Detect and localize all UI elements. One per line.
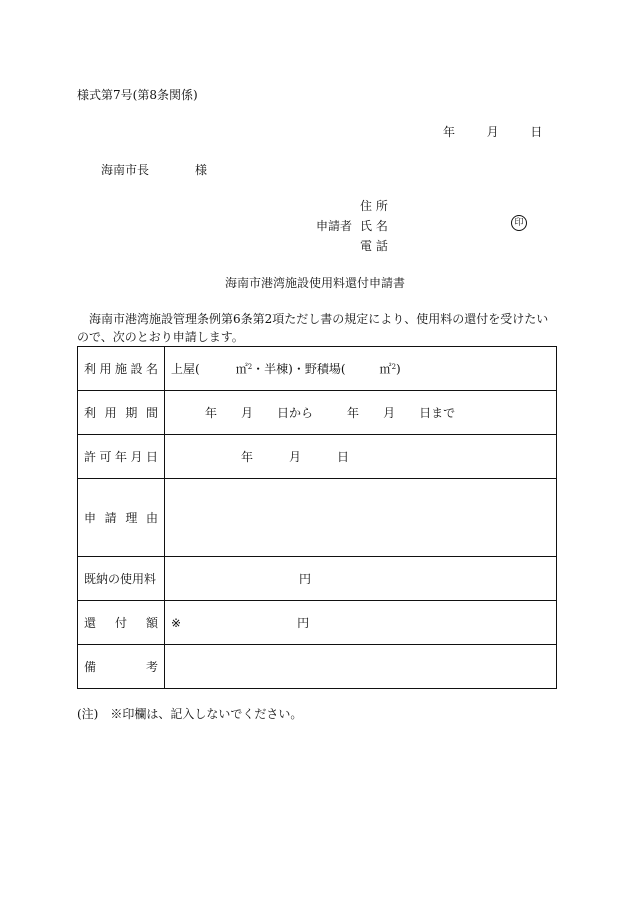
label-char: 理 [125,511,138,525]
permit-date-value[interactable] [165,435,557,479]
close-paren: ) [396,362,401,376]
table-row-facility [78,347,557,391]
applicant-phone: 電 話 [360,239,388,253]
label-char: 月 [130,450,143,464]
date-month: 月 [486,125,499,139]
label-char: 用 [99,362,112,376]
unit-2-sup: 2 [391,363,397,371]
date-day: 日 [530,125,543,139]
period-to: 日まで [419,406,456,420]
addressee [101,161,207,178]
refund-value[interactable] [165,601,557,645]
period-month1: 月 [241,406,254,420]
period-year2: 年 [347,406,360,420]
refund-mark: ※ [171,616,182,630]
addressee-honorific: 様 [195,163,208,177]
document-title: 海南市港湾施設使用料還付申請書 [224,276,405,290]
applicant-label: 申請者 [316,219,353,233]
date-year: 年 [443,125,456,139]
footnote [77,705,302,722]
label-char: 付 [114,616,127,630]
label-char: 名 [145,362,158,376]
label-char: 由 [145,511,158,525]
applicant-address: 住 所 [360,199,388,213]
label-char: 設 [130,362,143,376]
table-row-paid-fee [78,557,557,601]
table-row-reason [78,479,557,557]
label-char: 請 [104,511,117,525]
label-char: 利 [84,362,97,376]
label-char: 備 [84,660,97,674]
applicant-name: 氏 名 [360,219,388,233]
facility-value[interactable] [165,347,557,391]
label-char: 期 [125,406,138,420]
table-row-refund [78,601,557,645]
table-row-remarks [78,645,557,689]
table-row-permit-date [78,435,557,479]
label-char: 用 [104,406,117,420]
remarks-value[interactable] [165,645,557,689]
footnote-prefix: (注) [77,707,99,721]
body-text-content: 海南市港湾施設管理条例第6条第2項ただし書の規定により、使用料の還付を受けたいので、次のとおり申請します。 [77,312,549,344]
label-reason [78,479,165,557]
unit-1-sup: 2 [247,363,253,371]
label-period [78,391,165,435]
label-char: 許 [84,450,97,464]
permit-year: 年 [241,450,254,464]
permit-day: 日 [337,450,350,464]
date-line [443,123,542,140]
label-char: 利 [84,406,97,420]
label-char: 間 [145,406,158,420]
label-char: 可 [99,450,112,464]
period-from: 日から [277,406,314,420]
period-year1: 年 [205,406,218,420]
paid-fee-value[interactable] [165,557,557,601]
seal-icon: 印 [511,215,527,231]
label-char: 施 [114,362,127,376]
label-permit-date [78,435,165,479]
reason-value[interactable] [165,479,557,557]
label-remarks [78,645,165,689]
form-number: 様式第7号(第8条関係) [77,88,198,102]
label-char: 額 [145,616,158,630]
refund-yen: 円 [297,616,310,630]
table-row-period [78,391,557,435]
label-refund [78,601,165,645]
label-char: 申 [84,511,97,525]
addressee-name: 海南市長 [101,163,150,177]
unit-1: ㎡ [235,362,248,376]
label-char: 日 [145,450,158,464]
paid-fee-yen: 円 [299,572,312,586]
body-text [77,310,557,346]
uwaya-text: 上屋( [171,362,200,376]
label-char: 年 [114,450,127,464]
halfbuilding-text: ・半棟)・野積場( [252,362,346,376]
label-facility [78,347,165,391]
label-char: 還 [84,616,97,630]
period-month2: 月 [383,406,396,420]
period-value[interactable] [165,391,557,435]
unit-2: ㎡ [379,362,392,376]
footnote-text: ※印欄は、記入しないでください。 [110,707,303,721]
label-paid-fee: 既納の使用料 [78,557,165,601]
label-char: 考 [145,660,158,674]
application-table [77,346,557,689]
permit-month: 月 [289,450,302,464]
